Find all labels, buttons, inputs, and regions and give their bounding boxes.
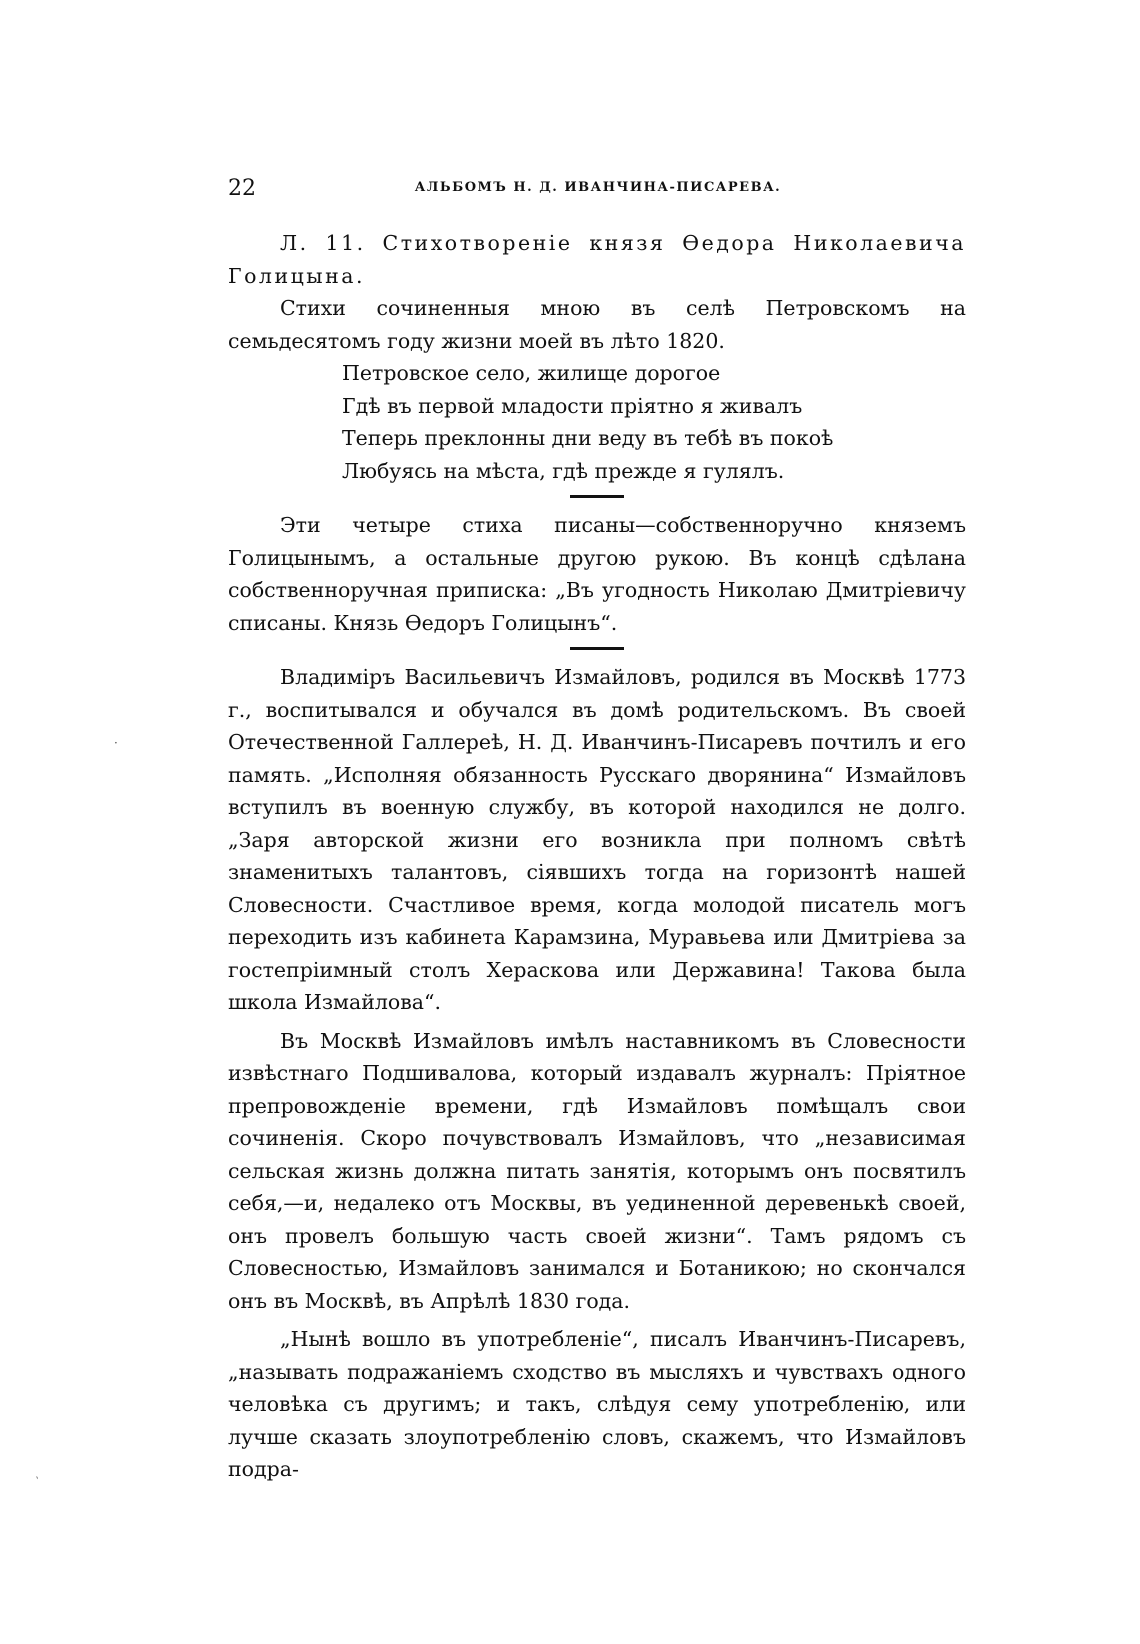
page-header (228, 176, 968, 210)
poem-line: Гдѣ въ первой младости пріятно я живалъ (342, 393, 803, 418)
poem-line: Теперь преклонны дни веду въ тебѣ въ покоѣ (342, 426, 834, 450)
poem-line: Петровское село, жилище дорогое (342, 361, 721, 385)
page-number: 22 (228, 176, 256, 201)
page-body (228, 227, 966, 1486)
section-divider (570, 647, 624, 650)
running-title: АЛЬБОМЪ Н. Д. ИВАНЧИНА-ПИСАРЕВА. (414, 180, 782, 195)
body-paragraph: „Нынѣ вошло въ употребленіе“, писалъ Иванчинъ-Писаревъ, „называть подражаніемъ сходство въ мысляхъ и чувствахъ одного человѣка съ другимъ; и такъ, слѣдуя сему употребленію, или лучше сказать злоупотребленію словъ, скажемъ, что Измайловъ подра- (228, 1327, 966, 1481)
section-divider (570, 495, 624, 498)
autograph-note: Эти четыре стиха писаны—собственноручно княземъ Голицынымъ, а остальные другою рукою. Въ концѣ сдѣлана собственноручная приписка: „Въ угодность Николаю Дмитріевичу списаны. Князь Өедоръ Голицынъ“. (228, 513, 966, 635)
body-paragraph: Въ Москвѣ Измайловъ имѣлъ наставникомъ въ Словесности извѣстнаго Подшивалова, который издавалъ журналъ: Пріятное препровожденіе времени, гдѣ Измайловъ помѣщалъ свои сочиненія. Скоро почувствовалъ Измайловъ, что „независимая сельская жизнь должна питать занятія, которымъ онъ посвятилъ себя,—и, недалеко отъ Москвы, въ уединенной деревенькѣ своей, онъ провелъ большую часть своей жизни“. Тамъ рядомъ съ Словесностью, Измайловъ занимался и Ботаникою; но скончался онъ въ Москвѣ, въ Апрѣлѣ 1830 года. (228, 1028, 966, 1313)
body-paragraph: Владиміръ Васильевичъ Измайловъ, родился въ Москвѣ 1773 г., воспитывался и обучался въ домѣ родительскомъ. Въ своей Отечественной Галлереѣ, Н. Д. Иванчинъ-Писаревъ почтилъ и его память. „Исполняя обязанность Русскаго дворянина“ Измайловъ вступилъ въ военную службу, въ которой находился не долго. „Заря авторской жизни его возникла при полномъ свѣтѣ знаменитыхъ талантовъ, сіявшихъ тогда на горизонтѣ нашей Словесности. Счастливое время, когда молодой писатель могъ переходить изъ кабинета Карамзина, Муравьева или Дмитріева за гостепріимный столъ Хераскова или Державина! Такова была школа Измайлова“. (228, 665, 966, 1014)
section-title: Л. 11. Стихотвореніе князя Өедора Николаевича Голицына. (228, 231, 966, 288)
scan-speck: · (114, 736, 118, 750)
scan-speck: ˎ (34, 1466, 46, 1480)
poem (342, 357, 966, 487)
poem-line: Любуясь на мѣста, гдѣ прежде я гулялъ. (342, 458, 785, 483)
poem-intro: Стихи сочиненныя мною въ селѣ Петровскомъ на семьдесятомъ году жизни моей въ лѣто 1820. (228, 296, 966, 353)
